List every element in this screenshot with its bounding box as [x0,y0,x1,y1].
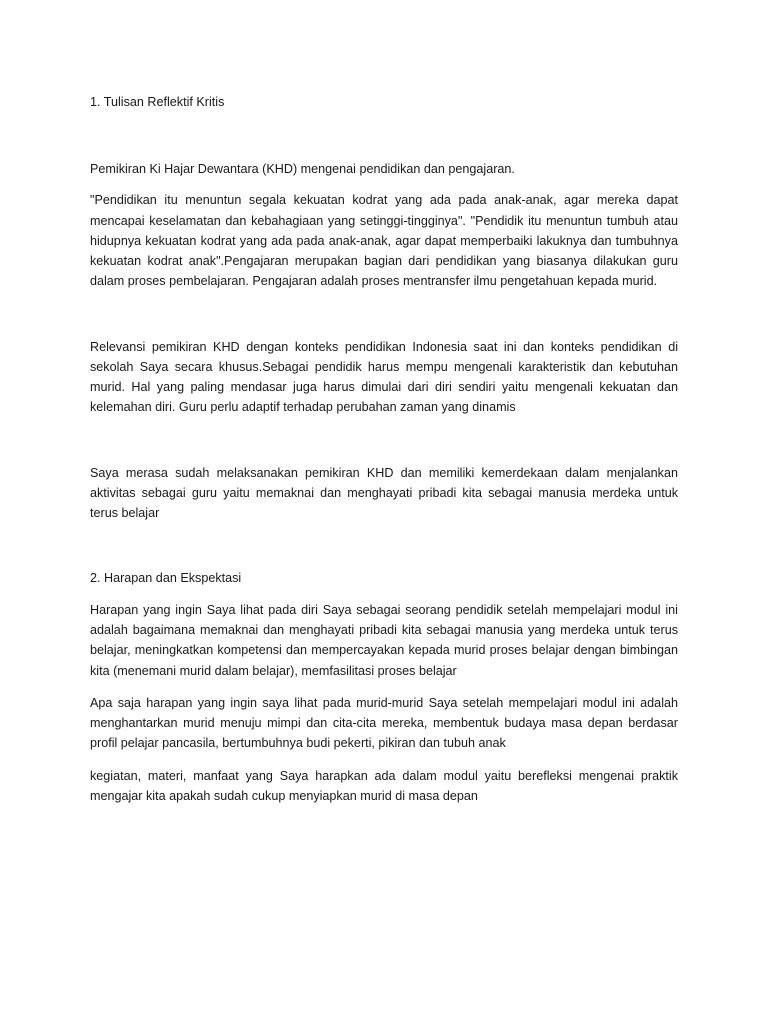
section-heading-reflektif: 1. Tulisan Reflektif Kritis [90,95,225,109]
section-heading-harapan: 2. Harapan dan Ekspektasi [90,571,242,585]
paragraph-line: "Pendidikan itu menuntun segala kekuatan kodrat yang ada pada anak-anak, agar mereka dapat [90,193,678,207]
paragraph-line: Saya merasa sudah melaksanakan pemikiran KHD dan memiliki kemerdekaan dalam menjalankan [90,466,678,480]
paragraph-line: mengajar kita apakah sudah cukup menyiapkan murid di masa depan [90,789,478,803]
paragraph-line: Harapan yang ingin Saya lihat pada diri Saya sebagai seorang pendidik setelah mempelajari modul ini [90,603,678,617]
paragraph-line: kegiatan, materi, manfaat yang Saya harapkan ada dalam modul yaitu berefleksi mengenai praktik [90,769,678,783]
khd-intro-line: Pemikiran Ki Hajar Dewantara (KHD) mengenai pendidikan dan pengajaran. [90,162,515,176]
paragraph-line: menghantarkan murid menuju mimpi dan cita-cita mereka, membentuk budaya masa depan berdasar [90,716,678,730]
paragraph-line: kita (menemani murid dalam belajar), memfasilitasi proses belajar [90,664,457,678]
paragraph-line: mencapai keselamatan dan kebahagiaan yang setinggi-tingginya". "Pendidik itu menuntun tumbuh atau [90,214,678,228]
paragraph-line: kekuatan kodrat anak".Pengajaran merupakan bagian dari pendidikan yang biasanya dilakukan guru [90,254,678,268]
paragraph-line: profil pelajar pancasila, bertumbuhnya budi pekerti, pikiran dan tubuh anak [90,736,506,750]
paragraph-line: belajar, meningkatkan kompetensi dan mempercayakan kepada murid proses belajar dengan bimbingan [90,643,678,657]
paragraph-line: dalam proses pembelajaran. Pengajaran adalah proses mentransfer ilmu pengetahuan kepada murid. [90,274,658,288]
paragraph-line: murid. Hal yang paling mendasar juga harus dimulai dari diri sendiri yaitu mengenali kekuatan dan [90,380,678,394]
paragraph-line: terus belajar [90,506,160,520]
paragraph-line: hidupnya kekuatan kodrat yang ada pada anak-anak, agar dapat memperbaiki lakuknya dan tumbuhnya [90,234,678,248]
paragraph-line: Relevansi pemikiran KHD dengan konteks pendidikan Indonesia saat ini dan konteks pendidikan di [90,340,678,354]
document-page [90,0,678,1024]
paragraph-line: sekolah Saya secara khusus.Sebagai pendidik harus mempu mengenali karakteristik dan kebutuhan [90,360,678,374]
paragraph-line: Apa saja harapan yang ingin saya lihat pada murid-murid Saya setelah mempelajari modul ini adalah [90,696,678,710]
paragraph-line: kelemahan diri. Guru perlu adaptif terhadap perubahan zaman yang dinamis [90,400,516,414]
paragraph-line: adalah bagaimana memaknai dan menghayati pribadi kita sebagai manusia yang merdeka untuk terus [90,623,678,637]
paragraph-line: aktivitas sebagai guru yaitu memaknai dan menghayati pribadi kita sebagai manusia merdeka untuk [90,486,678,500]
